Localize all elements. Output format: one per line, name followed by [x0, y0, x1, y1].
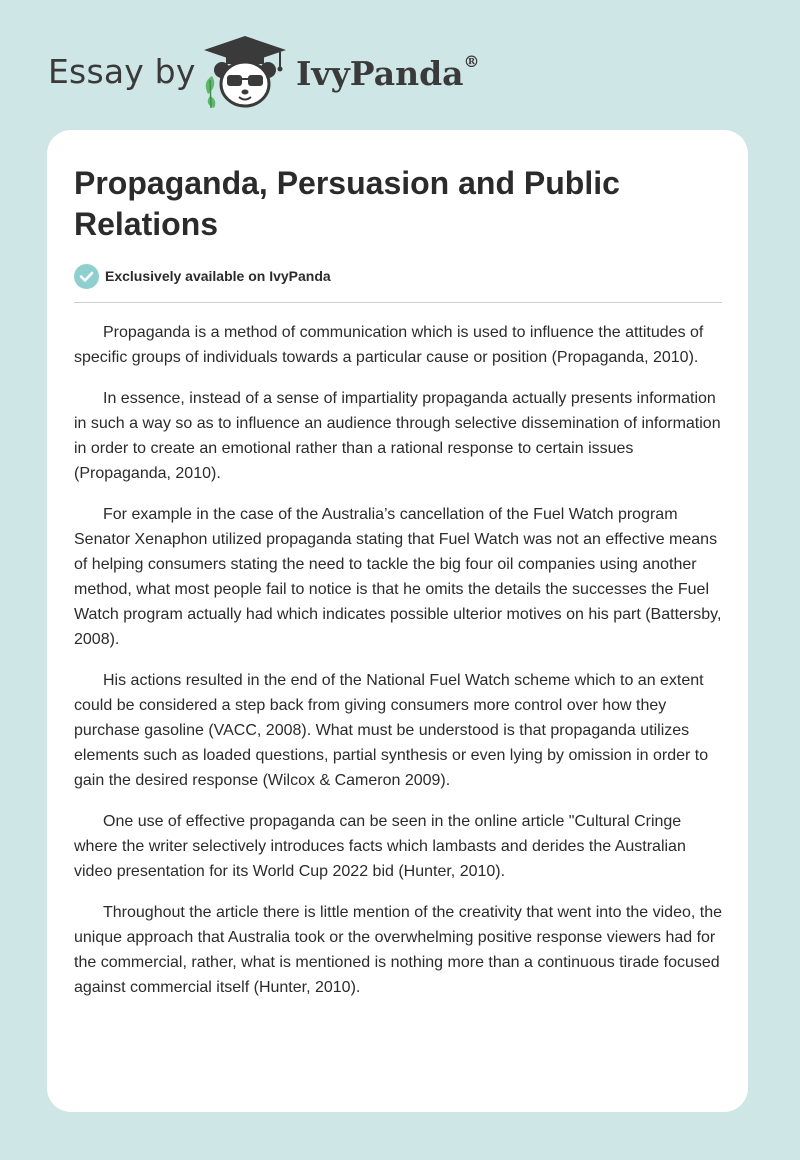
divider — [74, 302, 722, 303]
panda-graduate-icon — [200, 34, 290, 110]
check-circle-icon — [74, 264, 99, 289]
paragraph: Propaganda is a method of communication which is used to influence the attitudes of specific groups of individuals towards a particular cause or position (Propaganda, 2010). — [74, 324, 704, 366]
paragraph: In essence, instead of a sense of impartiality propaganda actually presents information in such a way so as to influence an audience through selective dissemination of information in order to create an emotional rather than a rational response to certain issues (Propaganda, 2010). — [74, 390, 721, 482]
essay-card — [47, 130, 748, 1112]
brand-name — [296, 54, 480, 93]
brand-name-text: IvyPanda — [296, 54, 464, 93]
paragraph: His actions resulted in the end of the National Fuel Watch scheme which to an extent could be considered a step back from giving consumers more control over how they purchase gasoline (VACC, 2008). What must be understood is that propaganda utilizes elements such as loaded questions, partial synthesis or even lying by omission in order to gain the desired response (Wilcox & Cameron 2009). — [74, 672, 709, 789]
page-title: Propaganda, Persuasion and Public Relations — [74, 165, 620, 242]
exclusive-badge — [74, 263, 331, 289]
paragraph: For example in the case of the Australia’s cancellation of the Fuel Watch program Senator Xenaphon utilized propaganda stating that Fuel Watch was not an effective means of helping consumers stating the need to tackle the big four oil companies using another method, what most people fail to notice is that he omits the details the successes the Fuel Watch program actually had which indicates possible ulterior motives on his part (Battersby, 2008). — [74, 506, 722, 648]
registered-mark: ® — [463, 52, 480, 71]
paragraph: One use of effective propaganda can be seen in the online article "Cultural Cringe where the writer selectively introduces facts which lambasts and derides the Australian video presentation for its World Cup 2022 bid (Hunter, 2010). — [74, 813, 686, 880]
essay-body — [74, 320, 724, 1016]
essay-by-label: Essay by — [48, 52, 196, 91]
paragraph: Throughout the article there is little mention of the creativity that went into the video, the unique approach that Australia took or the overwhelming positive response viewers had for the commercial, rather, what is mentioned is nothing more than a continuous tirade focused against commercial itself (Hunter, 2010). — [74, 904, 723, 996]
exclusive-badge-label: Exclusively available on IvyPanda — [105, 268, 331, 284]
site-header — [48, 34, 548, 114]
